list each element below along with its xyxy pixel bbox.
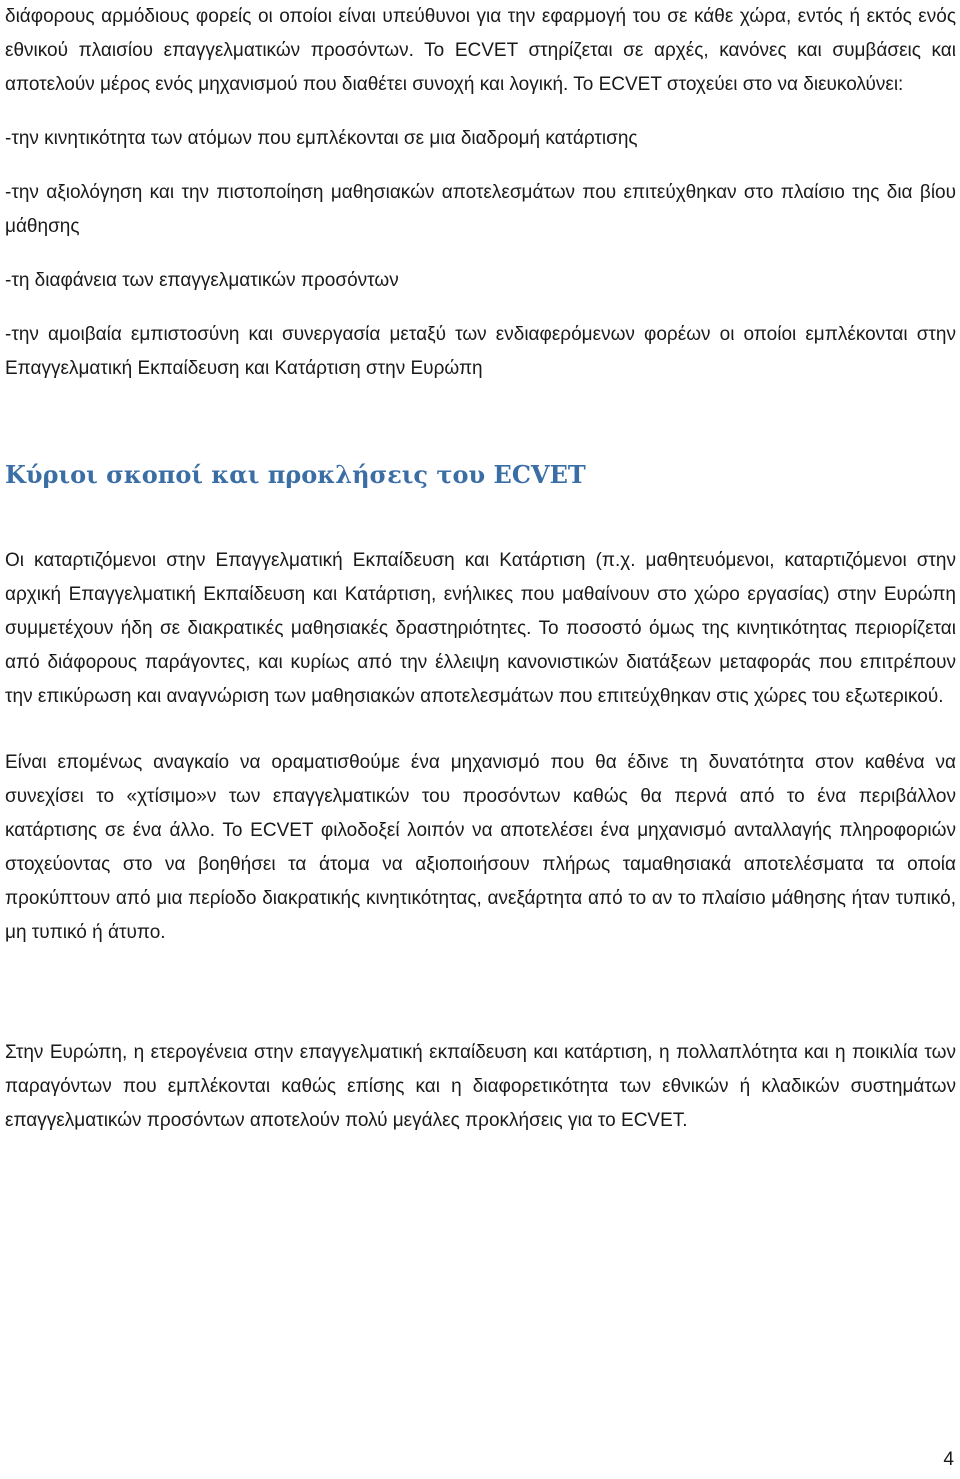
section-heading: Κύριοι σκοποί και προκλήσεις του ECVET xyxy=(5,460,586,489)
bullet-item-trust: -την αμοιβαία εμπιστοσύνη και συνεργασία μεταξύ των ενδιαφερόμενων φορέων οι οποίοι εμπλέκονται στην Επαγγελματική Εκπαίδευση και Κατάρτιση στην Ευρώπη xyxy=(5,324,956,379)
bullet-item-assessment: -την αξιολόγηση και την πιστοποίηση μαθησιακών αποτελεσμάτων που επιτεύχθηκαν στο πλαίσιο της δια βίου μάθησης xyxy=(5,182,956,237)
body-paragraph-learners: Οι καταρτιζόμενοι στην Επαγγελματική Εκπαίδευση και Κατάρτιση (π.χ. μαθητευόμενοι, καταρτιζόμενοι στην αρχική Επαγγελματική Εκπαίδευση και Κατάρτιση, ενήλικες που μαθαίνουν στο χώρο εργασίας) στην Ευρώπη συμμετέχουν ήδη σε διακρατικές μαθησιακές δραστηριότητες. Το ποσοστό όμως της κινητικότητας περιορίζεται από διάφορους παράγοντες, και κυρίως από την έλλειψη κανονιστικών διατάξεων μεταφοράς που επιτρέπουν την επικύρωση και αναγνώριση των μαθησιακών αποτελεσμάτων που επιτεύχθηκαν στις χώρες του εξωτερικού. xyxy=(5,550,956,707)
page-content xyxy=(5,0,956,1138)
body-paragraph-challenges: Στην Ευρώπη, η ετερογένεια στην επαγγελματική εκπαίδευση και κατάρτιση, η πολλαπλότητα και η ποικιλία των παραγόντων που εμπλέκονται καθώς επίσης και η διαφορετικότητα των εθνικών ή κλαδικών συστημάτων επαγγελματικών προσόντων αποτελούν πολύ μεγάλες προκλήσεις για το ECVET. xyxy=(5,1042,956,1131)
intro-paragraph: διάφορους αρμόδιους φορείς οι οποίοι είναι υπεύθυνοι για την εφαρμογή του σε κάθε χώρα, εντός ή εκτός ενός εθνικού πλαισίου επαγγελματικών προσόντων. Το ECVET στηρίζεται σε αρχές, κανόνες και συμβάσεις και αποτελούν μέρος ενός μηχανισμού που διαθέτει συνοχή και λογική. Το ECVET στοχεύει στο να διευκολύνει: xyxy=(5,6,956,95)
page-number: 4 xyxy=(943,1449,954,1470)
bullet-item-mobility: -την κινητικότητα των ατόμων που εμπλέκονται σε μια διαδρομή κατάρτισης xyxy=(5,128,638,149)
bullet-item-transparency: -τη διαφάνεια των επαγγελματικών προσόντων xyxy=(5,270,399,291)
body-paragraph-mechanism: Είναι επομένως αναγκαίο να οραματισθούμε ένα μηχανισμό που θα έδινε τη δυνατότητα στον καθένα να συνεχίσει το «χτίσιμο»ν των επαγγελματικών του προσόντων καθώς θα περνά από το ένα περιβάλλον κατάρτισης σε ένα άλλο. Το ECVET φιλοδοξεί λοιπόν να αποτελέσει ένα μηχανισμό ανταλλαγής πληροφοριών στοχεύοντας στο να βοηθήσει τα άτομα να αξιοποιήσουν πλήρως ταμαθησιακά αποτελέσματα τα οποία προκύπτουν από μια περίοδο διακρατικής κινητικότητας, ανεξάρτητα από το αν το πλαίσιο μάθησης ήταν τυπικό, μη τυπικό ή άτυπο. xyxy=(5,752,956,943)
